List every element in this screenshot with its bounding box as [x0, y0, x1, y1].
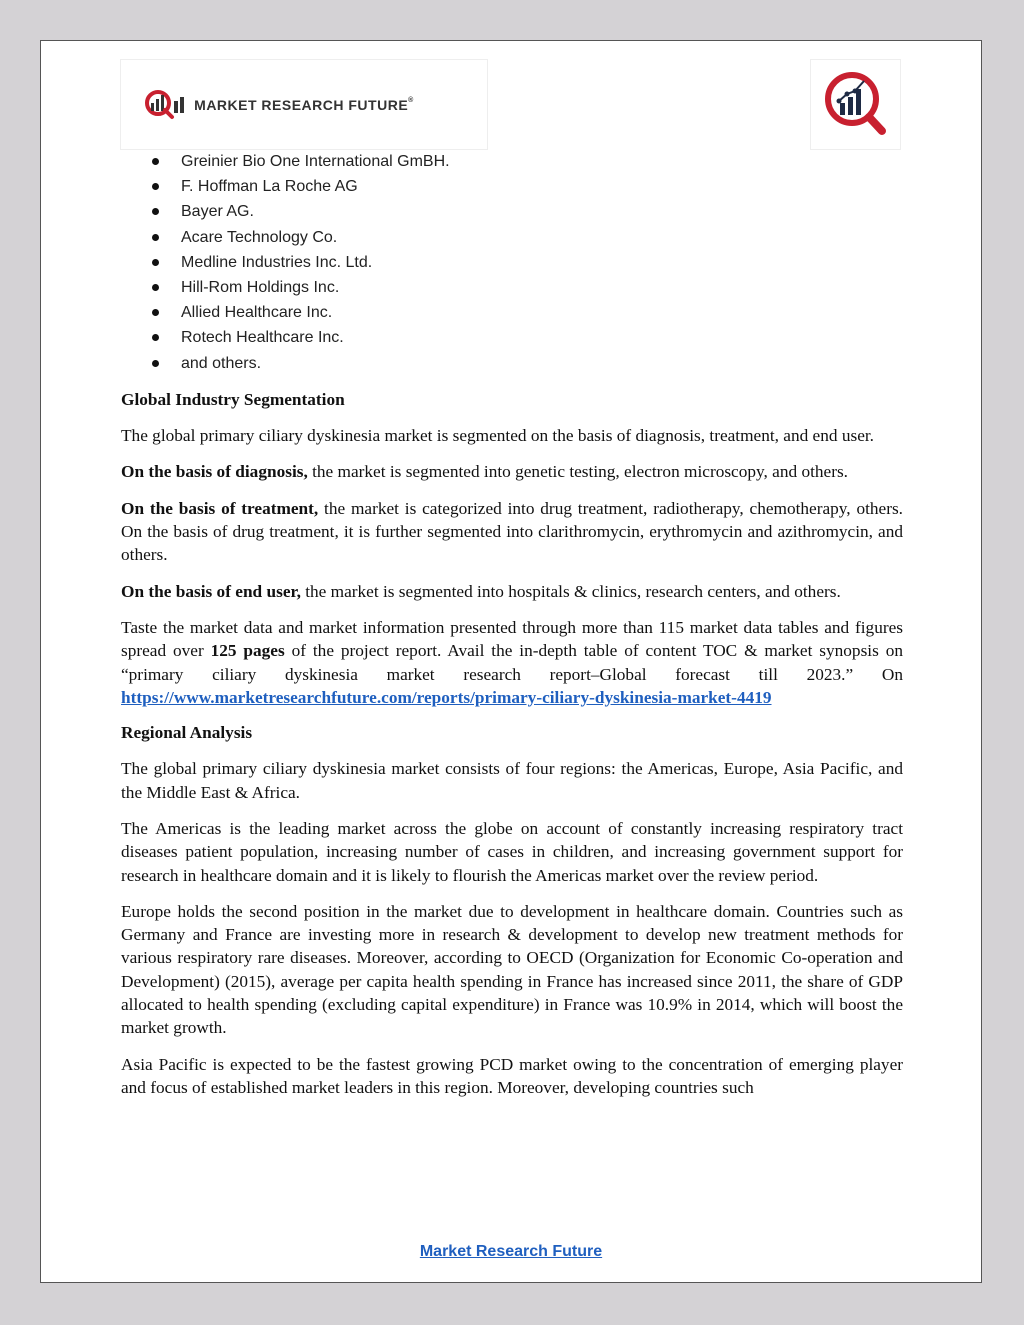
diagnosis-paragraph: On the basis of diagnosis, the market is segmented into genetic testing, electron microscopy, and others.	[121, 462, 848, 482]
regional-heading: Regional Analysis	[121, 723, 253, 743]
segmentation-heading: Global Industry Segmentation	[121, 389, 345, 409]
segmentation-intro: The global primary ciliary dyskinesia market is segmented on the basis of diagnosis, treatment, and end user.	[121, 426, 874, 446]
page-footer	[41, 1243, 981, 1261]
list-item: Medline Industries Inc. Ltd.	[121, 250, 903, 275]
regional-paragraph-4: Asia Pacific is expected to be the fastest growing PCD market owing to the concentration of emerging player and focus of established market leaders in this region. Moreover, developing countries such	[121, 1054, 903, 1097]
list-item: Bayer AG.	[121, 199, 903, 224]
company-list	[121, 149, 903, 376]
regional-paragraph-3: Europe holds the second position in the market due to development in healthcare domain. Countries such as Germany and France are investing more in research & development to develop new treatment methods for various respiratory rare diseases. Moreover, according to OECD (Organization for Economic Co-operation and Development) (2015), average per capita health spending in France has increased since 2011, the share of GDP allocated to health spending (excluding capital expenditure) in France was 10.9% in 2014, which will boost the market growth.	[121, 901, 903, 1038]
enduser-paragraph: On the basis of end user, the market is segmented into hospitals & clinics, research centers, and others.	[121, 581, 841, 601]
list-item: Acare Technology Co.	[121, 225, 903, 250]
regional-paragraph-1: The global primary ciliary dyskinesia market consists of four regions: the Americas, Europe, Asia Pacific, and the Middle East & Africa.	[121, 759, 903, 802]
report-link[interactable]: https://www.marketresearchfuture.com/reports/primary-ciliary-dyskinesia-market-4419	[121, 687, 772, 707]
footer-link[interactable]: Market Research Future	[419, 1243, 603, 1260]
report-paragraph: Taste the market data and market information presented through more than 115 market data tables and figures spread over 125 pages of the project report. Avail the in-depth table of content TOC & market synopsis on “primary ciliary dyskinesia market research report–Global forecast till 2023.” On https://www.marketresearchfuture.com/reports/primary-ciliary-dyskinesia-market-4419	[121, 617, 904, 707]
list-item: Allied Healthcare Inc.	[121, 300, 903, 325]
company-logo-banner	[121, 60, 487, 149]
magnifier-chart-icon	[820, 69, 892, 141]
logo-wordmark: MARKET RESEARCH FUTURE®	[194, 96, 414, 113]
list-item: F. Hoffman La Roche AG	[121, 174, 903, 199]
list-item: Greinier Bio One International GmBH.	[121, 149, 903, 174]
list-item: Hill-Rom Holdings Inc.	[121, 275, 903, 300]
company-logo-icon	[811, 60, 900, 149]
document-page	[40, 40, 982, 1283]
magnifier-chart-icon	[144, 89, 188, 121]
list-item: and others.	[121, 351, 903, 376]
list-item: Rotech Healthcare Inc.	[121, 325, 903, 350]
document-content	[121, 149, 903, 1099]
treatment-paragraph: On the basis of treatment, the market is categorized into drug treatment, radiotherapy, chemotherapy, others. On the basis of drug treatment, it is further segmented into clarithromycin, erythromycin and azithromycin, and others.	[121, 498, 903, 565]
regional-paragraph-2: The Americas is the leading market across the globe on account of constantly increasing respiratory tract diseases patient population, increasing number of cases in children, and increasing government support for research in healthcare domain and it is likely to flourish the Americas market over the review period.	[121, 818, 903, 885]
